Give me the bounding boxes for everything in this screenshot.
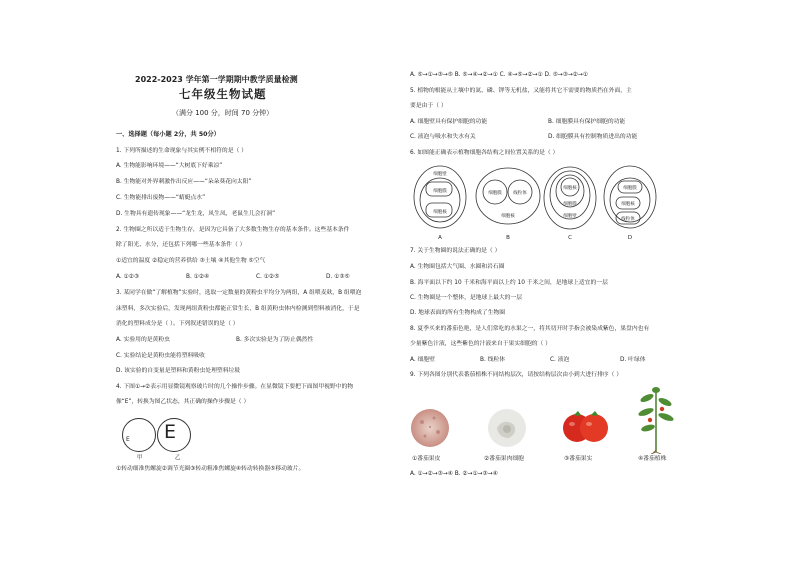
d-mito: 线粒体 xyxy=(621,217,635,222)
q8-stem-line1: 8. 夏季买来的番茄色艳，是人们常吃的水果之一，将其切开时手指会被染成紫色，果盘内也有 xyxy=(410,326,650,332)
q1-option-a: A. 生物能影响环境——“大树底下好乘凉” xyxy=(116,163,223,169)
q6-stem: 6. 如图能正确表示植物细胞各结构之间位置关系的是（ ） xyxy=(410,150,559,156)
q2-option-a: A. ①②③ xyxy=(116,274,140,280)
tomato-plant-image xyxy=(636,384,676,454)
score-info: （满分 100 分，时间 70 分钟） xyxy=(172,109,274,117)
q5-option-d: D. 细胞膜具有控制物质进出的功能 xyxy=(548,134,638,140)
q5-option-a: A. 细胞壁具有保护细胞的功能 xyxy=(410,119,488,125)
q9-caption-1: ①番茄果皮 xyxy=(412,456,441,462)
q3-stem-line2: 沫塑料，多次实验后，发现两组黄粉虫都能正常生长，B 组黄粉虫体内检测到塑料被消化，于是 xyxy=(116,306,360,312)
q1-stem: 1. 下列所描述的生命现象与其实例不相符的是（ ） xyxy=(116,148,247,154)
a-wall: 细胞壁 xyxy=(433,172,447,177)
q6-cell-diagrams xyxy=(410,162,730,242)
b-mito: 线粒体 xyxy=(513,191,527,196)
q8-option-c: C. 液泡 xyxy=(550,357,570,363)
tomato-flesh-cell-image xyxy=(485,408,529,448)
q4-stem-line2: 像“E”，转换为图乙状态，其正确的操作步骤是（ ） xyxy=(116,399,250,405)
q1-option-b: B. 生物能对外界刺激作出反应——“朵朵葵花向太阳” xyxy=(116,179,252,185)
q3-option-d: D. 该实验的自变量是塑料和黄粉虫处理塑料垃圾 xyxy=(116,368,241,374)
q3-option-b: B. 多次实验是为了防止偶然性 xyxy=(236,337,314,343)
diagram-label-a: A xyxy=(438,235,442,241)
view-circle-jia xyxy=(122,418,156,452)
q8-stem-line2: 少量紫色汁液，这些紫色的汁液来自于果实细胞的（ ） xyxy=(410,341,551,347)
q9-options: A. ①→②→③→④ B. ②→①→③→④ xyxy=(410,471,498,477)
q9-caption-4: ④番茄植株 xyxy=(638,456,667,462)
q1-option-d: D. 生物具有遗传现象——“龙生龙，凤生凤，老鼠生儿会打洞” xyxy=(116,211,276,217)
q9-stem: 9. 下列各图分别代表番茄植株不同结构层次，请按结构层次由小到大进行排序（ ） xyxy=(410,372,623,378)
subject-title: 七年级生物试题 xyxy=(179,87,267,101)
q8-option-b: B. 线粒体 xyxy=(480,357,506,363)
q7-option-b: B. 海平面以下约 10 千米和海平面以上约 10 千米之间，是地球上适宜的一层 xyxy=(410,280,608,286)
exam-title: 2022-2023 学年第一学期期中教学质量检测 xyxy=(135,75,298,84)
diagram-c-outer xyxy=(544,167,596,229)
a-membrane: 细胞膜 xyxy=(433,189,447,194)
q4-steps: ①转动细准焦螺旋②调节光圈③转动粗准焦螺旋④转动转换器⑤移动玻片。 xyxy=(116,466,305,472)
q3-option-c: C. 实验结论是黄粉虫能将塑料吸收 xyxy=(116,353,205,359)
d-membrane: 细胞膜 xyxy=(623,186,637,191)
b-membrane: 细胞膜 xyxy=(488,191,502,196)
diagram-label-c: C xyxy=(568,235,572,241)
tomato-fruit-image xyxy=(560,404,610,446)
q7-option-d: D. 地球表面的所有生物构成了生物圈 xyxy=(410,310,506,316)
tomato-peel-image xyxy=(408,408,452,448)
d-nucleus: 细胞核 xyxy=(621,202,635,207)
q7-stem: 7. 关于生物圈的说法正确的是（ ） xyxy=(410,248,501,254)
letter-e-small: E xyxy=(126,436,130,443)
q7-option-c: C. 生物圈是一个整体，是地球上最大的一层 xyxy=(410,295,523,301)
q2-stem-line2: 除了阳光、水分，还包括下列哪一些基本条件（ ） xyxy=(116,242,246,248)
q5-stem-line2: 要是由于（ ） xyxy=(410,103,447,109)
q3-stem-line1: 3. 某同学在做“了解植物”实验时，选取一定数量的黄粉虫平均分为两组，A 组喂麦麸，B 组喂泡 xyxy=(116,290,362,296)
q2-option-b: B. ①②④ xyxy=(186,274,210,280)
q9-caption-3: ③番茄果实 xyxy=(564,456,593,462)
q4-options: A. ⑤→①→③→⑤ B. ⑤→④→②→① C. ④→⑤→②→① D. ⑤→③→②→① xyxy=(410,72,589,78)
q3-stem-line3: 消化的塑料成分是（ ）。下列叙述错误的是（ ） xyxy=(116,321,239,327)
q1-option-c: C. 生物能排出废物——“蜻蜓点水” xyxy=(116,195,206,201)
q9-caption-2: ②番茄果肉细胞 xyxy=(484,456,524,462)
q5-option-b: B. 细胞膜具有保护细胞的功能 xyxy=(548,119,626,125)
a-nucleus: 细胞核 xyxy=(433,210,447,215)
diagram-label-d: D xyxy=(627,235,633,241)
q5-stem-line1: 5. 植物的根能从土壤中的氮、磷、钾等无机盐，又能将其它不需要的物质挡在外面，主 xyxy=(410,88,632,94)
q8-option-d: D. 叶绿体 xyxy=(620,357,646,363)
label-jia: 甲 xyxy=(137,455,143,461)
diagram-label-b: B xyxy=(506,235,510,241)
q2-stem-line1: 2. 生物圈之所以适于生物生存，是因为它具备了大多数生物生存的基本条件。这些基本条件 xyxy=(116,227,350,233)
q4-stem-line1: 4. 下图①→②表示用显微镜观察玻片时的几个操作步骤。在显微镜下要把下面图甲视野中的物 xyxy=(116,384,354,390)
q7-option-a: A. 生物圈包括大气圈、水圈和岩石圈 xyxy=(410,264,505,270)
c-wall: 细胞壁 xyxy=(563,214,577,219)
q8-option-a: A. 细胞壁 xyxy=(410,357,435,363)
c-nucleus: 细胞核 xyxy=(563,186,577,191)
q2-option-d: D. ①③⑤ xyxy=(326,274,350,280)
section-heading: 一、选择题（每小题 2分，共 50分） xyxy=(116,131,220,138)
q5-option-c: C. 液泡与吸水和失水有关 xyxy=(410,134,476,140)
q3-option-a: A. 实验用的是黄粉虫 xyxy=(116,337,170,343)
c-membrane: 细胞膜 xyxy=(563,202,577,207)
b-nucleus: 细胞核 xyxy=(501,214,515,219)
label-yi: 乙 xyxy=(175,455,181,461)
q2-items: ①适宜的温度 ②稳定的营养供给 ③土壤 ④其他生物 ⑤空气 xyxy=(116,258,266,264)
q2-option-c: C. ①②⑤ xyxy=(256,274,280,280)
letter-e-large: E xyxy=(164,421,177,443)
